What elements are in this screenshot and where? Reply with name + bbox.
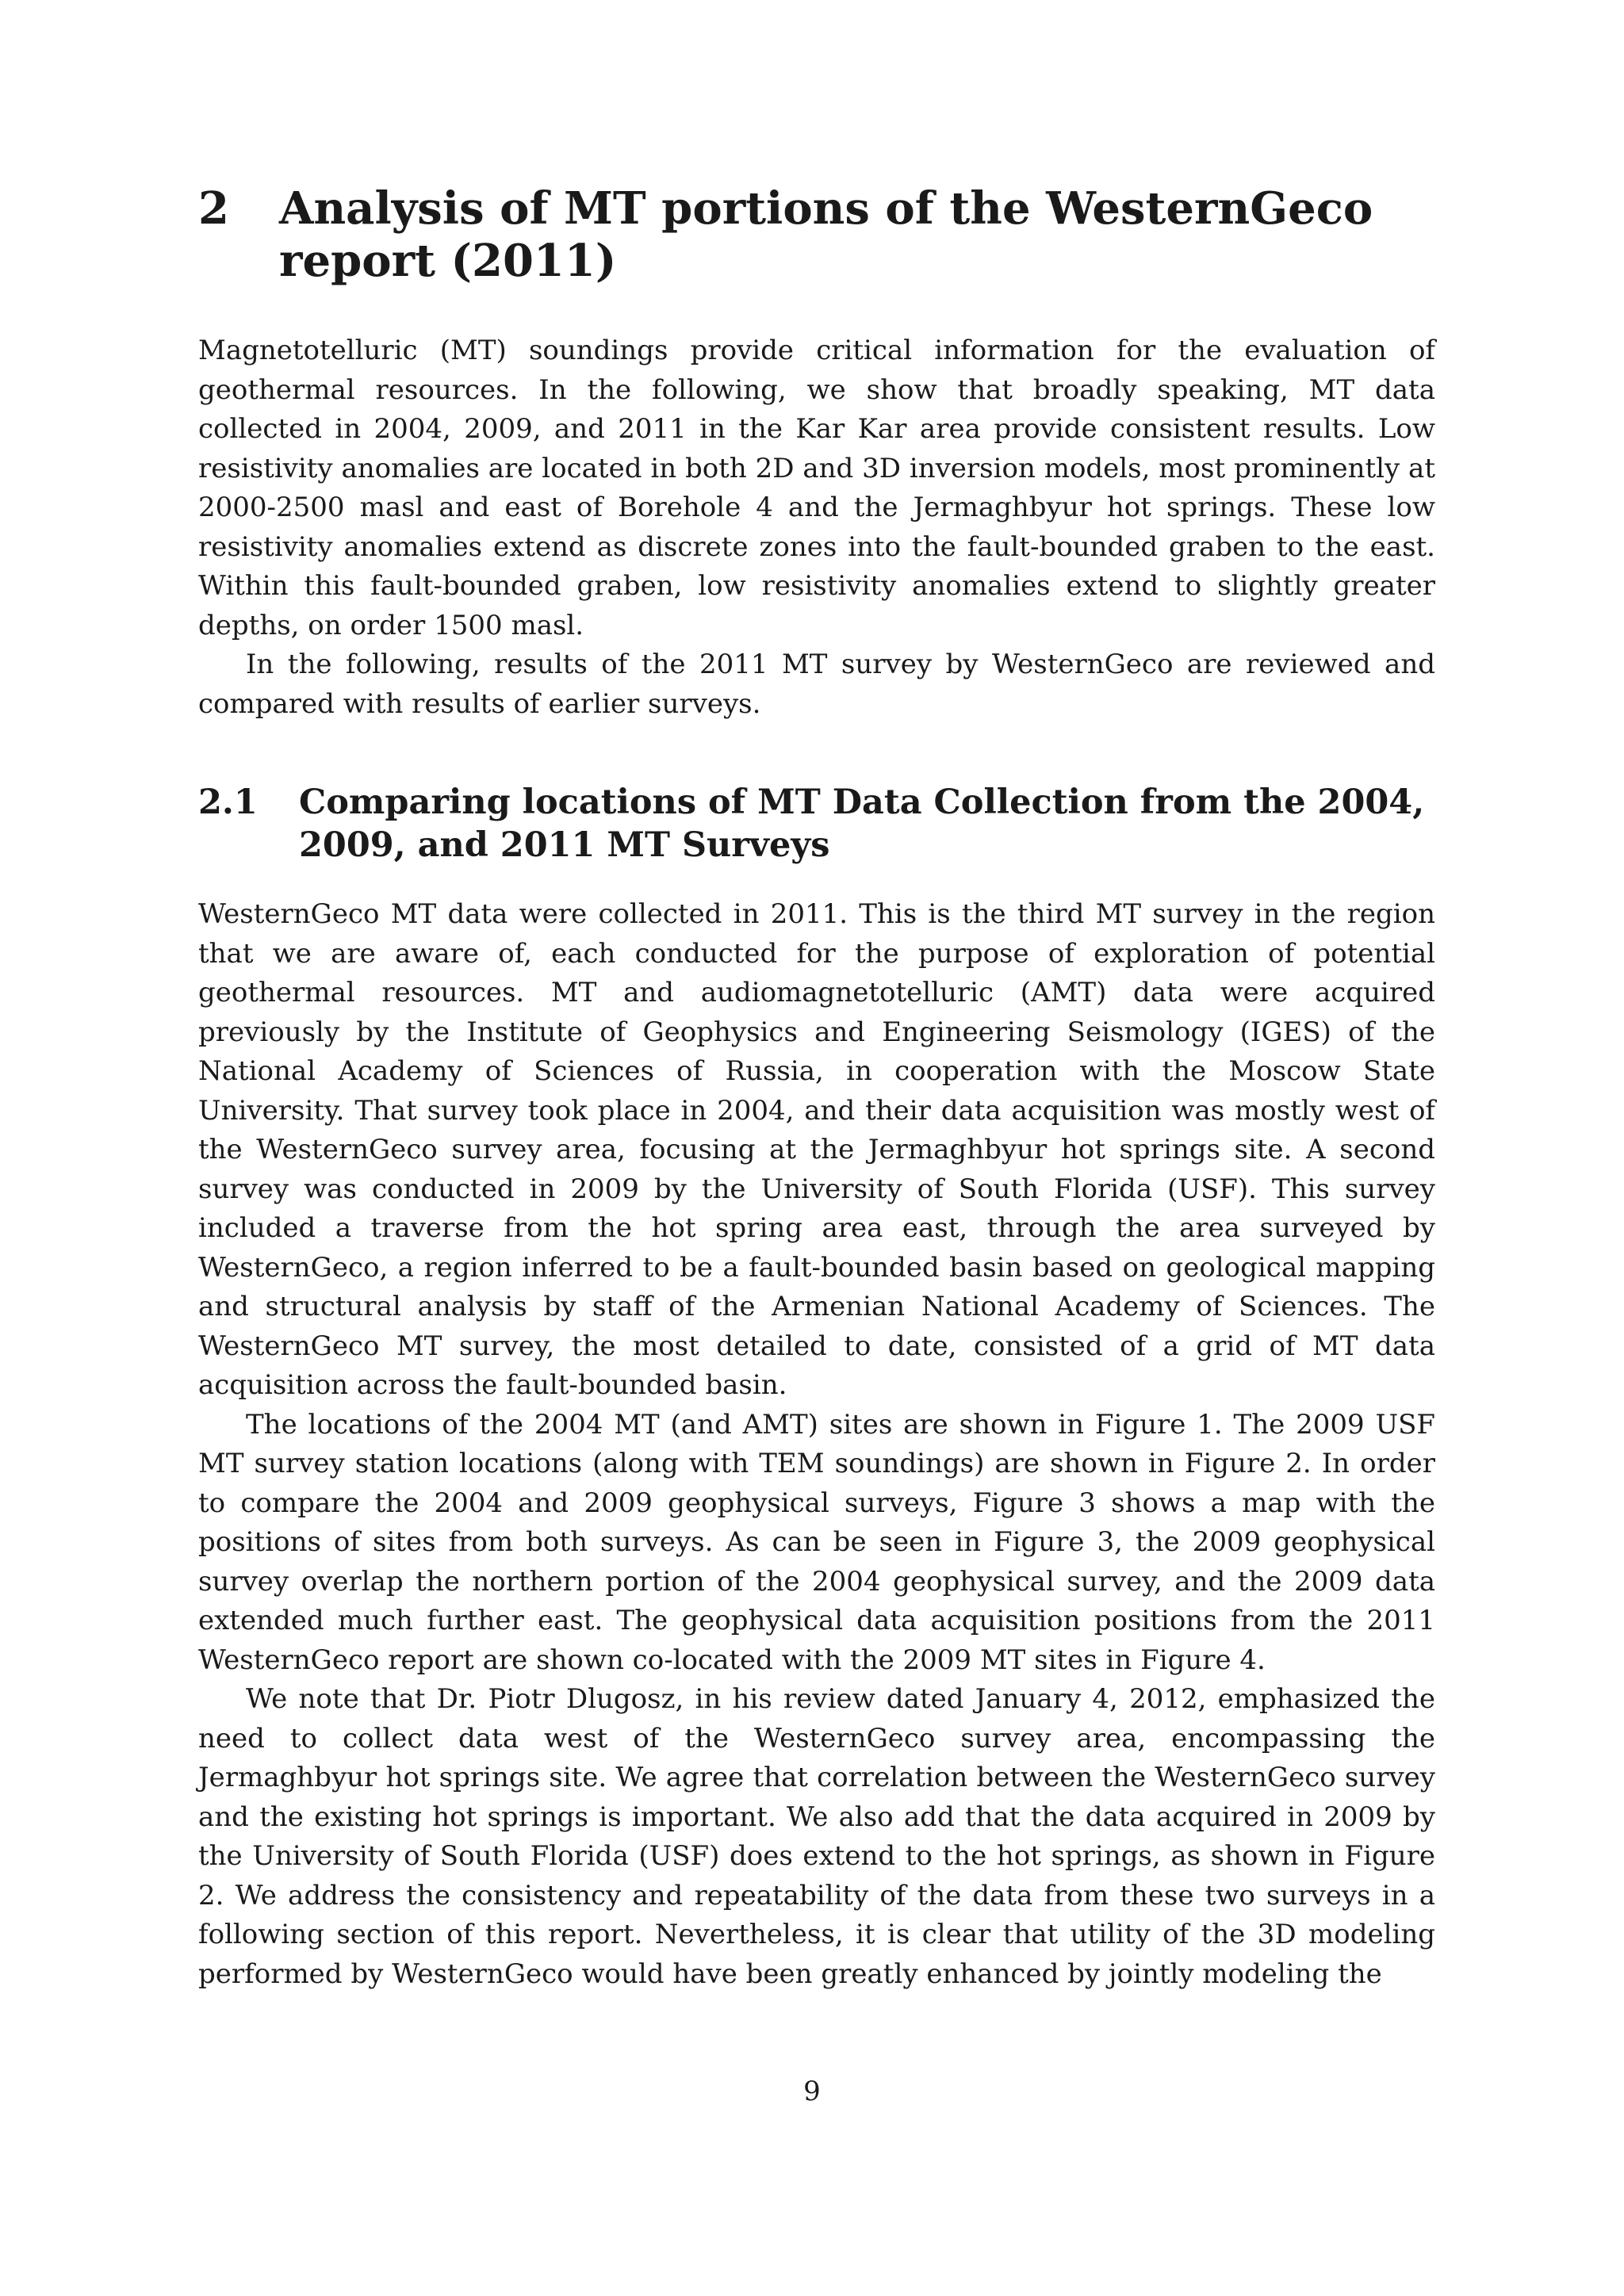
subsection-heading [198, 781, 1435, 867]
subsection-paragraph-1: WesternGeco MT data were collected in 2011. This is the third MT survey in the region that we are aware of, each conducted for the purpose of exploration of potential geothermal resources. MT and audiomagnetotelluric (AMT) data were acquired previously by the Institute of Geophysics and Engineering Seismology (IGES) of the National Academy of Sciences of Russia, in cooperation with the Moscow State University. That survey took place in 2004, and their data acquisition was mostly west of the WesternGeco survey area, focusing at the Jermaghbyur hot springs site. A second survey was conducted in 2009 by the University of South Florida (USF). This survey included a traverse from the hot spring area east, through the area surveyed by WesternGeco, a region inferred to be a fault-bounded basin based on geological mapping and structural analysis by staff of the Armenian National Academy of Sciences. The WesternGeco MT survey, the most detailed to date, consisted of a grid of MT data acquisition across the fault-bounded basin. [198, 898, 1435, 1401]
subsection-paragraph-3: We note that Dr. Piotr Dlugosz, in his review dated January 4, 2012, emphasized the need to collect data west of the WesternGeco survey area, encompassing the Jermaghbyur hot springs site. We agree that correlation between the WesternGeco survey and the existing hot springs is important. We also add that the data acquired in 2009 by the University of South Florida (USF) does extend to the hot springs, as shown in Figure 2. We address the consistency and repeatability of the data from these two surveys in a following section of this report. Nevertheless, it is clear that utility of the 3D modeling performed by WesternGeco would have been greatly enhanced by jointly modeling the [198, 1683, 1435, 1990]
subsection-number: 2.1 [198, 783, 258, 822]
section-heading [198, 182, 1435, 287]
subsection-paragraph-2: The locations of the 2004 MT (and AMT) sites are shown in Figure 1. The 2009 USF MT survey station locations (along with TEM soundings) are shown in Figure 2. In order to compare the 2004 and 2009 geophysical surveys, Figure 3 shows a map with the positions of sites from both surveys. As can be seen in Figure 3, the 2009 geophysical survey overlap the northern portion of the 2004 geophysical survey, and the 2009 data extended much further east. The geophysical data acquisition positions from the 2011 WesternGeco report are shown co-located with the 2009 MT sites in Figure 4. [198, 1408, 1435, 1676]
page-content [198, 182, 1435, 1994]
section-paragraph-2: In the following, results of the 2011 MT survey by WesternGeco are reviewed and compared with results of earlier surveys. [198, 649, 1435, 720]
section-title: Analysis of MT portions of the WesternGeco report (2011) [279, 182, 1373, 287]
section-number: 2 [198, 182, 229, 235]
section-paragraph-1: Magnetotelluric (MT) soundings provide critical information for the evaluation of geothermal resources. In the following, we show that broadly speaking, MT data collected in 2004, 2009, and 2011 in the Kar Kar area provide consistent results. Low resistivity anomalies are located in both 2D and 3D inversion models, most prominently at 2000-2500 masl and east of Borehole 4 and the Jermaghbyur hot springs. These low resistivity anomalies extend as discrete zones into the fault-bounded graben to the east. Within this fault-bounded graben, low resistivity anomalies extend to slightly greater depths, on order 1500 masl. [198, 335, 1435, 641]
subsection-title: Comparing locations of MT Data Collection from the 2004, 2009, and 2011 MT Surveys [299, 783, 1425, 865]
page-number: 9 [803, 2076, 821, 2107]
